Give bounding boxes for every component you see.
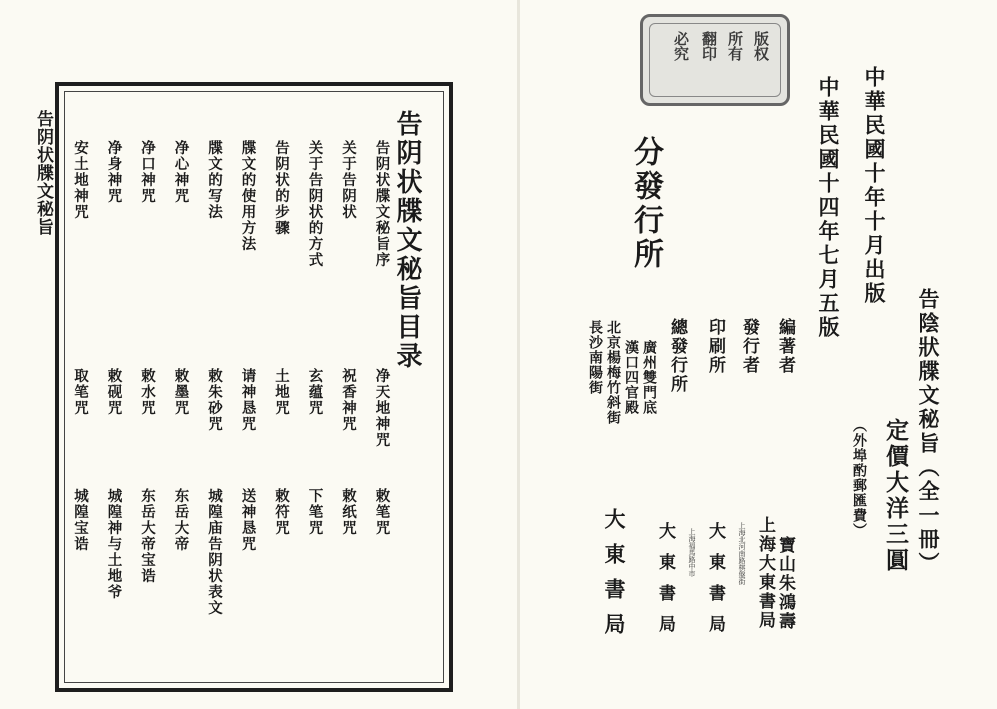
toc-item: 城隍神与土地爷	[105, 488, 123, 600]
toc-item: 送神恳咒	[239, 488, 257, 552]
toc-item: 东岳大帝宝诰	[139, 488, 156, 584]
toc-item: 土地咒	[273, 368, 290, 416]
stamp-col: 所有	[726, 31, 744, 61]
publish-date: 中華民國十年十月出版	[862, 66, 887, 306]
book-title: 告陰狀牒文秘旨（全一冊）	[916, 288, 941, 576]
role-address: 上海北河南路棋盤街	[738, 522, 746, 585]
toc-item: 祝香神咒	[340, 368, 357, 432]
price: 定價大洋三圓	[882, 418, 909, 574]
copyright-stamp	[640, 14, 790, 106]
running-head: 告阴状牒文秘旨	[33, 110, 53, 236]
stamp-col: 必究	[672, 31, 690, 61]
toc-item: 敕砚咒	[105, 368, 123, 416]
toc-item: 下笔咒	[306, 488, 324, 536]
branch-address: 長沙南陽街	[587, 320, 603, 395]
branch-address: 漢口四官殿	[623, 340, 639, 415]
role-address: 上海福馬路中市	[688, 528, 696, 577]
toc-item: 净口神咒	[139, 140, 156, 204]
toc-item: 城隍宝诰	[72, 488, 89, 552]
toc-title: 告阴状牒文秘旨目录	[392, 110, 422, 371]
toc-item: 玄蕴咒	[306, 368, 324, 416]
price-note: （外埠酌郵匯費）	[851, 418, 867, 538]
role-label: 發行者	[739, 318, 759, 375]
distribution-label: 分發行所	[628, 136, 663, 272]
toc-item: 告阴状牒文秘旨序	[373, 140, 391, 268]
toc-item: 告阴状的步骤	[273, 140, 290, 236]
toc-item: 敕符咒	[273, 488, 290, 536]
role-value: 寶山朱鴻壽	[775, 536, 795, 631]
role-label: 總發行所	[667, 318, 687, 394]
toc-item: 敕墨咒	[172, 368, 190, 416]
toc-item: 城隍庙告阴状表文	[206, 488, 223, 616]
toc-item: 牒文的写法	[206, 140, 223, 220]
toc-item: 敕朱砂咒	[206, 368, 223, 432]
role-label: 編著者	[775, 318, 795, 375]
role-value: 大東書局	[655, 522, 675, 646]
toc-item: 敕笔咒	[373, 488, 391, 536]
toc-item: 取笔咒	[72, 368, 89, 416]
edition-date: 中華民國十四年七月五版	[816, 76, 841, 340]
role-value: 大東書局	[705, 522, 725, 646]
toc-item: 敕纸咒	[340, 488, 357, 536]
distributor-name: 大東書局	[602, 508, 627, 648]
toc-item: 东岳大帝	[172, 488, 190, 552]
toc-item: 安土地神咒	[72, 140, 89, 220]
branch-address: 廣州雙門底	[641, 340, 657, 415]
branch-address: 北京楊梅竹斜街	[605, 320, 621, 425]
toc-item: 关于告阴状的方式	[306, 140, 324, 268]
toc-item: 净天地神咒	[373, 368, 391, 448]
toc-item: 请神恳咒	[239, 368, 257, 432]
toc-item: 净心神咒	[172, 140, 190, 204]
role-label: 印刷所	[705, 318, 725, 375]
toc-item: 敕水咒	[139, 368, 156, 416]
toc-item: 关于告阴状	[340, 140, 357, 220]
role-value: 上海大東書局	[755, 516, 775, 630]
toc-item: 牒文的使用方法	[239, 140, 257, 252]
stamp-col: 翻印	[700, 31, 718, 61]
toc-item: 净身神咒	[105, 140, 123, 204]
stamp-col: 版权	[752, 31, 770, 61]
